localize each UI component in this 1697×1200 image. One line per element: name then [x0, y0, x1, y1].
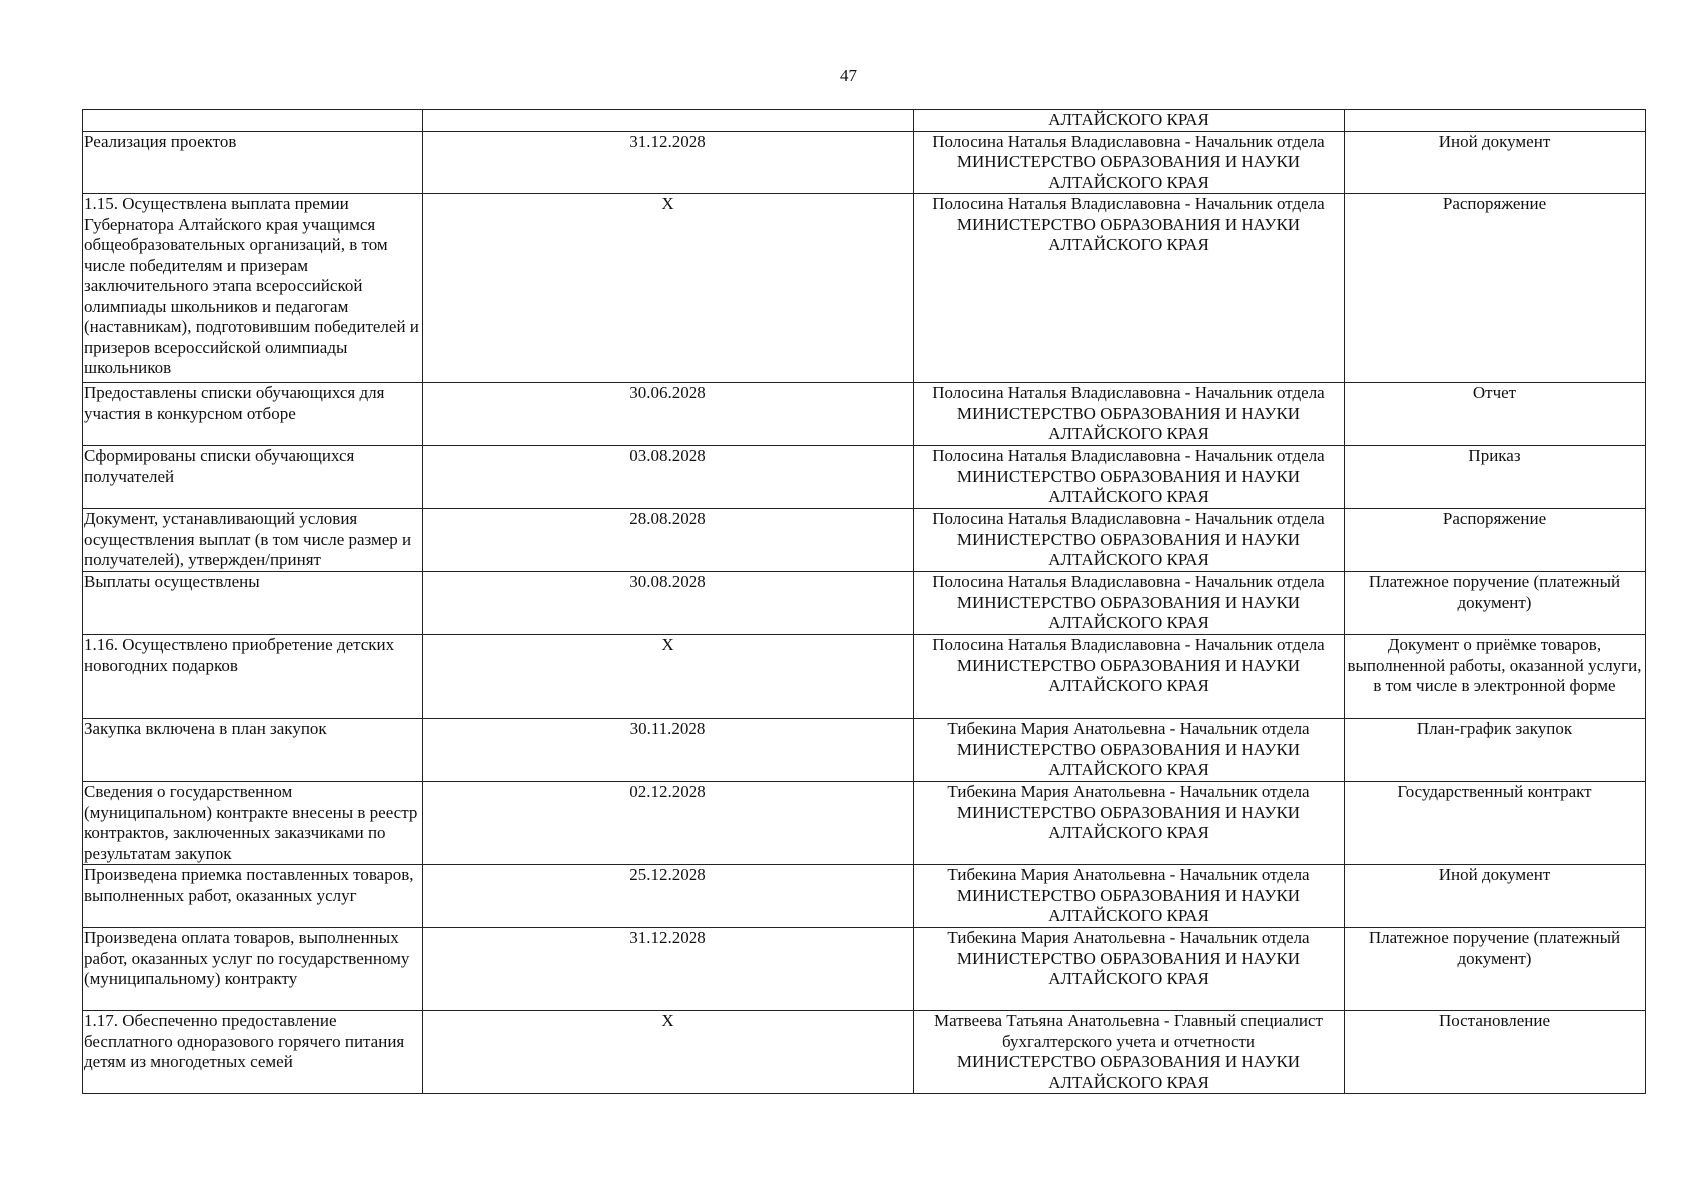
responsible-line: МИНИСТЕРСТВО ОБРАЗОВАНИЯ И НАУКИ — [956, 739, 1301, 759]
responsible-line: АЛТАЙСКОГО КРАЯ — [1048, 487, 1209, 506]
responsible-line: Полосина Наталья Владиславовна - Начальник отдела — [932, 635, 1325, 654]
document-cell: Иной документ — [1345, 865, 1646, 928]
responsible-line: МИНИСТЕРСТВО ОБРАЗОВАНИЯ И НАУКИ — [956, 948, 1301, 968]
plan-table — [82, 109, 1646, 1094]
table-row — [83, 1011, 1646, 1094]
responsible-cell — [914, 928, 1345, 1011]
document-cell: Платежное поручение (платежный документ) — [1345, 572, 1646, 635]
table-row — [83, 446, 1646, 509]
responsible-line: Полосина Наталья Владиславовна - Начальник отдела — [932, 572, 1325, 591]
activity-cell: Документ, устанавливающий условия осуществления выплат (в том числе размер и получателей), утвержден/принят — [83, 509, 423, 572]
document-cell: План-график закупок — [1345, 719, 1646, 782]
responsible-cell — [914, 383, 1345, 446]
document-cell: Государственный контракт — [1345, 782, 1646, 865]
responsible-line: АЛТАЙСКОГО КРАЯ — [1048, 613, 1209, 632]
activity-cell: Произведена оплата товаров, выполненных работ, оказанных услуг по государственному (муниципальному) контракту — [83, 928, 423, 1011]
responsible-cell — [914, 1011, 1345, 1094]
deadline-cell: 30.06.2028 — [423, 383, 914, 446]
document-cell: Платежное поручение (платежный документ) — [1345, 928, 1646, 1011]
activity-cell: 1.17. Обеспеченно предоставление бесплатного одноразового горячего питания детям из многодетных семей — [83, 1011, 423, 1094]
table-row — [83, 131, 1646, 194]
activity-cell: 1.15. Осуществлена выплата премии Губернатора Алтайского края учащимся общеобразовательных организаций, в том числе победителям и призерам заключительного этапа всероссийской олимпиады школьников и педагогам (наставникам), подготовившим победителей и призеров всероссийской олимпиады школьников — [83, 194, 423, 383]
responsible-line: МИНИСТЕРСТВО ОБРАЗОВАНИЯ И НАУКИ — [956, 802, 1301, 822]
table-row — [83, 572, 1646, 635]
responsible-line: АЛТАЙСКОГО КРАЯ — [1048, 760, 1209, 779]
deadline-cell: 02.12.2028 — [423, 782, 914, 865]
responsible-line: МИНИСТЕРСТВО ОБРАЗОВАНИЯ И НАУКИ — [956, 529, 1301, 549]
table-row — [83, 635, 1646, 719]
document-cell: Распоряжение — [1345, 194, 1646, 383]
activity-cell: Предоставлены списки обучающихся для участия в конкурсном отборе — [83, 383, 423, 446]
responsible-line: бухгалтерского учета и отчетности — [1001, 1031, 1256, 1051]
deadline-cell: X — [423, 1011, 914, 1094]
document-cell — [1345, 110, 1646, 132]
responsible-line: МИНИСТЕРСТВО ОБРАЗОВАНИЯ И НАУКИ — [956, 592, 1301, 612]
responsible-line: Полосина Наталья Владиславовна - Начальник отдела — [932, 383, 1325, 402]
document-cell: Приказ — [1345, 446, 1646, 509]
responsible-cell — [914, 194, 1345, 383]
responsible-cell — [914, 865, 1345, 928]
activity-cell: 1.16. Осуществлено приобретение детских новогодних подарков — [83, 635, 423, 719]
responsible-cell — [914, 635, 1345, 719]
responsible-line: АЛТАЙСКОГО КРАЯ — [1048, 676, 1209, 695]
responsible-cell — [914, 131, 1345, 194]
table-row — [83, 928, 1646, 1011]
deadline-cell: 31.12.2028 — [423, 131, 914, 194]
responsible-line: Полосина Наталья Владиславовна - Начальник отдела — [932, 194, 1325, 213]
responsible-line: МИНИСТЕРСТВО ОБРАЗОВАНИЯ И НАУКИ — [956, 655, 1301, 675]
deadline-cell: 30.11.2028 — [423, 719, 914, 782]
responsible-line: МИНИСТЕРСТВО ОБРАЗОВАНИЯ И НАУКИ — [956, 1052, 1301, 1071]
responsible-line: АЛТАЙСКОГО КРАЯ — [1048, 550, 1209, 569]
responsible-line: МИНИСТЕРСТВО ОБРАЗОВАНИЯ И НАУКИ — [956, 466, 1301, 486]
table-row — [83, 865, 1646, 928]
deadline-cell: X — [423, 194, 914, 383]
document-cell: Постановление — [1345, 1011, 1646, 1094]
responsible-line: Полосина Наталья Владиславовна - Начальник отдела — [932, 446, 1325, 465]
activity-cell — [83, 110, 423, 132]
document-cell: Распоряжение — [1345, 509, 1646, 572]
document-cell: Отчет — [1345, 383, 1646, 446]
activity-cell: Реализация проектов — [83, 131, 423, 194]
responsible-line: АЛТАЙСКОГО КРАЯ — [1048, 969, 1209, 988]
document-cell: Иной документ — [1345, 131, 1646, 194]
responsible-cell — [914, 782, 1345, 865]
responsible-line: Матвеева Татьяна Анатольевна - Главный специалист — [934, 1011, 1323, 1030]
deadline-cell: 28.08.2028 — [423, 509, 914, 572]
document-cell: Документ о приёмке товаров, выполненной работы, оказанной услуги, в том числе в электронной форме — [1345, 635, 1646, 719]
responsible-cell — [914, 719, 1345, 782]
responsible-cell — [914, 110, 1345, 132]
page-number: 47 — [840, 66, 857, 85]
responsible-line: МИНИСТЕРСТВО ОБРАЗОВАНИЯ И НАУКИ — [956, 885, 1301, 905]
responsible-line: Тибекина Мария Анатольевна - Начальник отдела — [947, 928, 1310, 947]
responsible-line: АЛТАЙСКОГО КРАЯ — [1048, 906, 1209, 925]
responsible-line: АЛТАЙСКОГО КРАЯ — [1048, 424, 1209, 443]
activity-cell: Сведения о государственном (муниципальном) контракте внесены в реестр контрактов, заключенных заказчиками по результатам закупок — [83, 782, 423, 865]
responsible-line: МИНИСТЕРСТВО ОБРАЗОВАНИЯ И НАУКИ — [956, 403, 1301, 423]
table-row — [83, 719, 1646, 782]
deadline-cell: 25.12.2028 — [423, 865, 914, 928]
activity-cell: Сформированы списки обучающихся получателей — [83, 446, 423, 509]
responsible-line: МИНИСТЕРСТВО ОБРАЗОВАНИЯ И НАУКИ — [956, 152, 1301, 171]
responsible-line: МИНИСТЕРСТВО ОБРАЗОВАНИЯ И НАУКИ — [956, 214, 1301, 234]
table-row — [83, 110, 1646, 132]
responsible-line: Тибекина Мария Анатольевна - Начальник отдела — [947, 782, 1310, 801]
responsible-line: АЛТАЙСКОГО КРАЯ — [1048, 1072, 1209, 1092]
activity-cell: Выплаты осуществлены — [83, 572, 423, 635]
deadline-cell — [423, 110, 914, 132]
table-row — [83, 383, 1646, 446]
table-row — [83, 194, 1646, 383]
table-row — [83, 782, 1646, 865]
responsible-line: АЛТАЙСКОГО КРАЯ — [1048, 110, 1209, 129]
responsible-line: АЛТАЙСКОГО КРАЯ — [1048, 823, 1209, 842]
activity-cell: Закупка включена в план закупок — [83, 719, 423, 782]
responsible-line: Полосина Наталья Владиславовна - Начальник отдела — [932, 509, 1325, 528]
responsible-cell — [914, 509, 1345, 572]
responsible-line: АЛТАЙСКОГО КРАЯ — [1048, 235, 1209, 254]
deadline-cell: 31.12.2028 — [423, 928, 914, 1011]
deadline-cell: X — [423, 635, 914, 719]
deadline-cell: 03.08.2028 — [423, 446, 914, 509]
responsible-line: АЛТАЙСКОГО КРАЯ — [1048, 172, 1209, 192]
responsible-cell — [914, 446, 1345, 509]
responsible-line: Полосина Наталья Владиславовна - Начальник отдела — [932, 131, 1325, 151]
responsible-line: Тибекина Мария Анатольевна - Начальник отдела — [947, 865, 1310, 884]
responsible-line: Тибекина Мария Анатольевна - Начальник отдела — [947, 719, 1310, 738]
table-row — [83, 509, 1646, 572]
activity-cell: Произведена приемка поставленных товаров, выполненных работ, оказанных услуг — [83, 865, 423, 928]
responsible-cell — [914, 572, 1345, 635]
deadline-cell: 30.08.2028 — [423, 572, 914, 635]
